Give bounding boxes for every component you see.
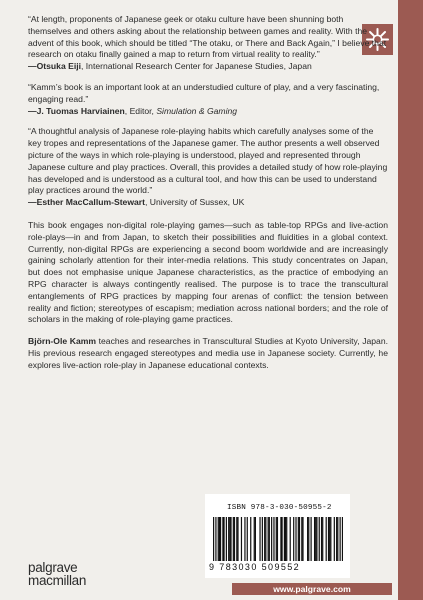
endorsement-affiliation: , University of Sussex, UK [145,197,245,208]
endorsement-text: “Kamm’s book is an important look at an understudied culture of play, and a very fascinating, engaging read.” [28,81,380,104]
endorsement-journal: Simulation & Gaming [156,105,238,116]
endorsement-1 [28,14,388,73]
isbn-number: ISBN 978-3-030-50955-2 [227,504,332,512]
isbn-barcode [205,494,350,578]
endorsement-text: “A thoughtful analysis of Japanese role-playing habits which carefully analyses some of the key tropes and representations of the Japanese gamer. The author presents a well observed picture of the ways in which role-playing is understood, played and represented through Japanese culture and play practices. Overall, this provides a detailed study of how role-playing has developed and is understood as a cultural tool, and how this can be used to understand play practices around the world.” [28,126,388,196]
endorsement-2 [28,82,388,117]
author-bio-text: teaches and researches in Transcultural Studies at Kyoto University, Japan. His previous research engaged stereotypes and media use in Japanese society. Currently, he explores live-action role-play in Japanese educational contexts. [28,336,388,370]
endorsement-author: —Esther MacCallum-Stewart [28,197,146,208]
endorsement-3 [28,126,388,209]
spine-strip [398,0,423,600]
barcode-digits: 9 783030 509552 [209,562,301,572]
endorsement-author: —J. Tuomas Harviainen [28,105,125,116]
barcode-bars [213,517,343,561]
publisher-logo-line2: macmillan [28,573,87,588]
publisher-logo [28,561,86,587]
endorsement-text: “At length, proponents of Japanese geek or otaku culture have been shunning both themselves and others asking about the relationship between games and reality. With the advent of this book, which should be titled “The otaku, or There and Back Again,” I believe that research on otaku finally gained a map to return from virtual reality to reality.” [28,14,387,60]
endorsement-author: —Otsuka Eiji [28,61,82,72]
publisher-logo-line1: palgrave [28,560,78,575]
cover-text [28,14,388,372]
endorsement-affiliation: , Editor, [124,105,157,116]
endorsement-affiliation: , International Research Center for Japanese Studies, Japan [81,61,312,72]
publisher-website: www.palgrave.com [232,583,392,595]
endorsement-attribution [28,197,388,209]
endorsement-attribution [28,61,388,73]
endorsement-attribution [28,106,388,118]
author-name: Björn-Ole Kamm [28,336,97,347]
author-bio [28,336,388,371]
book-description: This book engages non-digital role-playing games—such as table-top RPGs and live-action role-plays—in and from Japan, to sketch their possibilities and fluidities in a global context. Currently, non-digital RPGs are experiencing a second boom worldwide and are increasingly gaining scholarly attention for their inter-media relations. This study concentrates on Japan, but does not emphasise unique Japanese characteristics, as the practice of embodying an RPG character is always contingently realised. The purpose is to trace the transcultural entanglements of RPG practices by mapping four arenas of conflict: the tension between reality and fiction; stereotypes of escapism; mediation across national borders; and the role of scholars in the making of role-playing game practices. [28,219,388,325]
